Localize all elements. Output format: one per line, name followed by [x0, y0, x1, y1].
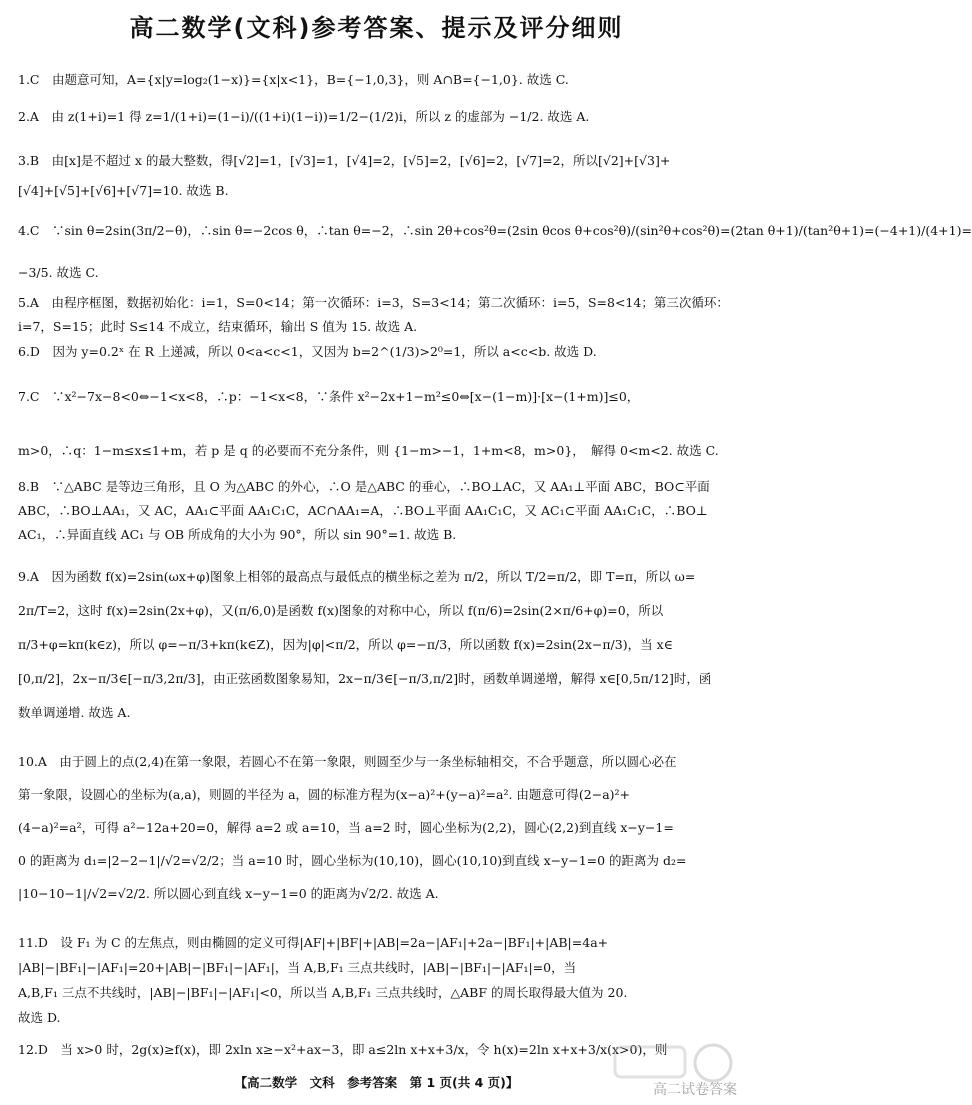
answer-line: 11.D 设 F₁ 为 C 的左焦点，则由椭圆的定义可得|AF|+|BF|+|AB|=2a−|AF₁|+2a−|BF₁|+|AB|=4a+	[18, 935, 609, 950]
answer-line: i=7，S=15；此时 S≤14 不成立，结束循环，输出 S 值为 15. 故选 A.	[18, 319, 418, 334]
answer-line: 1.C 由题意可知，A={x|y=log₂(1−x)}={x|x<1}，B={−1,0,3}，则 A∩B={−1,0}. 故选 C.	[18, 72, 569, 87]
answer-10	[18, 745, 740, 910]
answer-6	[18, 344, 740, 360]
answer-line: 12.D 当 x>0 时，2g(x)≥f(x)，即 2xln x≥−x²+ax−3，即 a≤2ln x+x+3/x，令 h(x)=2ln x+x+3/x(x>0)，则	[18, 1042, 668, 1057]
answer-line: 0 的距离为 d₁=|2−2−1|/√2=√2/2；当 a=10 时，圆心坐标为(10,10)，圆心(10,10)到直线 x−y−1=0 的距离为 d₂=	[18, 853, 687, 868]
answer-line: (4−a)²=a²，可得 a²−12a+20=0，解得 a=2 或 a=10，当 a=2 时，圆心坐标为(2,2)，圆心(2,2)到直线 x−y−1=	[18, 820, 674, 835]
answer-5	[18, 291, 740, 339]
answer-line: π/3+φ=kπ(k∈z)，所以 φ=−π/3+kπ(k∈Z)，因为|φ|<π/2，所以 φ=−π/3，所以函数 f(x)=2sin(2x−π/3)，当 x∈	[18, 637, 673, 652]
answer-11	[18, 930, 740, 1030]
answer-line: 第一象限，设圆心的坐标为(a,a)，则圆的半径为 a，圆的标准方程为(x−a)²+(y−a)²=a². 由题意可得(2−a)²+	[18, 787, 631, 802]
answer-line: 9.A 因为函数 f(x)=2sin(ωx+φ)图象上相邻的最高点与最低点的横坐标之差为 π/2，所以 T/2=π/2，即 T=π，所以 ω=	[18, 569, 696, 584]
answer-3	[18, 146, 740, 206]
answer-line: 3.B 由[x]是不超过 x 的最大整数，得[√2]=1，[√3]=1，[√4]=2，[√5]=2，[√6]=2，[√7]=2，所以[√2]+[√3]+	[18, 153, 671, 168]
answer-line: |AB|−|BF₁|−|AF₁|=20+|AB|−|BF₁|−|AF₁|，当 A,B,F₁ 三点共线时，|AB|−|BF₁|−|AF₁|=0，当	[18, 960, 577, 975]
answer-line: −3/5. 故选 C.	[18, 265, 99, 280]
answer-line: 4.C ∵sin θ=2sin(3π/2−θ)，∴sin θ=−2cos θ，∴tan θ=−2，∴sin 2θ+cos²θ=(2sin θcos θ+cos²θ)/(sin²θ+cos²θ)=(2tan θ+1)/(tan²θ+1)=(−4+1)/(4+1)=	[18, 223, 972, 238]
answer-line: AC₁，∴异面直线 AC₁ 与 OB 所成角的大小为 90°，所以 sin 90°=1. 故选 B.	[18, 527, 457, 542]
answer-line: 10.A 由于圆上的点(2,4)在第一象限，若圆心不在第一象限，则圆至少与一条坐标轴相交，不合乎题意，所以圆心必在	[18, 754, 677, 769]
answer-line: 7.C ∵x²−7x−8<0⇔−1<x<8，∴p：−1<x<8，∵条件 x²−2x+1−m²≤0⇔[x−(1−m)]·[x−(1+m)]≤0，	[18, 389, 640, 404]
answer-line: A,B,F₁ 三点不共线时，|AB|−|BF₁|−|AF₁|<0，所以当 A,B,F₁ 三点共线时，△ABF 的周长取得最大值为 20.	[18, 985, 628, 1000]
answer-line: 数单调递增. 故选 A.	[18, 705, 131, 720]
answer-line: 5.A 由程序框图，数据初始化：i=1，S=0<14；第一次循环：i=3，S=3<14；第二次循环：i=5，S=8<14；第三次循环：	[18, 295, 729, 310]
answer-line: 2.A 由 z(1+i)=1 得 z=1/(1+i)=(1−i)/((1+i)(1−i))=1/2−(1/2)i，所以 z 的虚部为 −1/2. 故选 A.	[18, 109, 590, 124]
page-title: 高二数学(文科)参考答案、提示及评分细则	[129, 14, 624, 42]
answer-7	[18, 370, 740, 478]
answer-line: 6.D 因为 y=0.2ˣ 在 R 上递减，所以 0<a<c<1，又因为 b=2^(1/3)>2⁰=1，所以 a<c<b. 故选 D.	[18, 344, 597, 359]
answer-line: [0,π/2]，2x−π/3∈[−π/3,2π/3]，由正弦函数图象易知，2x−π/3∈[−π/3,π/2]时，函数单调递增，解得 x∈[0,5π/12]时，函	[18, 671, 712, 686]
answer-line: 8.B ∵△ABC 是等边三角形，且 O 为△ABC 的外心，∴O 是△ABC 的垂心，∴BO⊥AC，又 AA₁⊥平面 ABC，BO⊂平面	[18, 479, 710, 494]
answer-line: m>0，∴q：1−m≤x≤1+m，若 p 是 q 的必要而不充分条件，则 {1−m>−1，1+m<8，m>0}， 解得 0<m<2. 故选 C.	[18, 443, 719, 458]
answer-8	[18, 475, 740, 547]
answer-line: [√4]+[√5]+[√6]+[√7]=10. 故选 B.	[18, 183, 229, 198]
answer-line: |10−10−1|/√2=√2/2. 所以圆心到直线 x−y−1=0 的距离为√2/2. 故选 A.	[18, 886, 439, 901]
answer-line: ABC，∴BO⊥AA₁，又 AC，AA₁⊂平面 AA₁C₁C，AC∩AA₁=A，∴BO⊥平面 AA₁C₁C，又 AC₁⊂平面 AA₁C₁C，∴BO⊥	[18, 503, 708, 518]
answer-2	[18, 109, 740, 125]
answer-1	[18, 72, 740, 88]
watermark-text: 高二试卷答案	[653, 1082, 737, 1098]
answer-4	[18, 210, 972, 294]
answer-line: 故选 D.	[18, 1010, 61, 1025]
answer-line: 2π/T=2，这时 f(x)=2sin(2x+φ)，又(π/6,0)是函数 f(x)图象的对称中心，所以 f(π/6)=2sin(2×π/6+φ)=0，所以	[18, 603, 664, 618]
page-footer: 【高二数学 文科 参考答案 第 1 页(共 4 页)】	[234, 1075, 519, 1090]
answer-9	[18, 560, 740, 730]
